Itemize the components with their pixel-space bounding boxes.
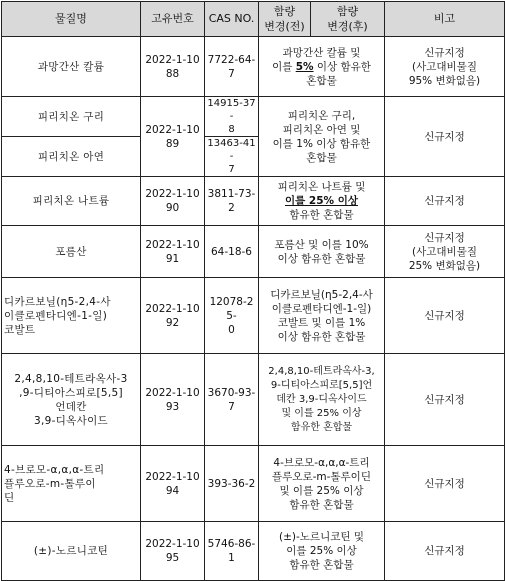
content-after <box>259 177 385 226</box>
header-content-change <box>259 2 385 37</box>
content-after: 포름산 및 이를 10% 이상 함유한 혼합물 <box>259 226 385 278</box>
content-after: 피리치온 구리, 피리치온 아연 및 이를 1% 이상 함유한 혼합물 <box>259 97 385 177</box>
cas-number: 12078-25- 0 <box>205 278 259 354</box>
unique-id: 2022-1-10 88 <box>141 37 205 97</box>
note: 신규지정 <box>385 97 505 177</box>
substance-name: 과망간산 칼륨 <box>2 37 141 97</box>
cas-number: 3811-73-2 <box>205 177 259 226</box>
unique-id: 2022-1-10 95 <box>141 522 205 581</box>
note: 신규지정 <box>385 278 505 354</box>
substance-name: 피리치온 나트륨 <box>2 177 141 226</box>
note: 신규지정 <box>385 177 505 226</box>
substance-name: 피리치온 아연 <box>2 137 141 177</box>
content-after: 2,4,8,10-테트라옥사-3, 9-디티아스피로[5,5]언 데칸 3,9-디옥사이드 및 이를 25% 이상 함유한 혼합물 <box>259 354 385 446</box>
cas-number: 393-36-2 <box>205 446 259 522</box>
content-text-rest: 함유한 혼합물 <box>289 209 354 221</box>
cas-number: 7722-64-7 <box>205 37 259 97</box>
header-note: 비고 <box>385 2 505 37</box>
substance-name: (±)-노르니코틴 <box>2 522 141 581</box>
note: 신규지정 (사고대비물질 95% 변화없음) <box>385 37 505 97</box>
table-row <box>2 522 505 581</box>
cas-number: 3670-93-7 <box>205 354 259 446</box>
unique-id: 2022-1-10 93 <box>141 354 205 446</box>
substance-table <box>1 1 505 581</box>
cas-number: 5746-86-1 <box>205 522 259 581</box>
header-substance-name: 물질명 <box>2 2 141 37</box>
table-row <box>2 97 505 137</box>
unique-id: 2022-1-10 94 <box>141 446 205 522</box>
note: 신규지정 <box>385 522 505 581</box>
substance-name: 피리치온 구리 <box>2 97 141 137</box>
cas-number: 64-18-6 <box>205 226 259 278</box>
content-underlined: 이를 25% 이상 <box>284 195 358 207</box>
substance-name: 4-브로모-α,α,α-트리 플루오로-m-톨루이 딘 <box>2 446 141 522</box>
header-unique-id: 고유번호 <box>141 2 205 37</box>
unique-id: 2022-1-10 92 <box>141 278 205 354</box>
content-after: (±)-노르니코틴 및 이를 25% 이상 함유한 혼합물 <box>259 522 385 581</box>
substance-name: 디카르보닐(η5-2,4-사 이클로펜타디엔-1-일) 코발트 <box>2 278 141 354</box>
header-content-before: 함량 변경(전) <box>259 2 311 36</box>
content-text: 피리치온 나트륨 및 <box>277 181 366 193</box>
note: 신규지정 <box>385 446 505 522</box>
table-row <box>2 354 505 446</box>
content-after: 디카르보닐(η5-2,4-사 이클로펜타디엔-1-일) 코발트 및 이를 1% 이상 함유한 혼합물 <box>259 278 385 354</box>
unique-id: 2022-1-10 90 <box>141 177 205 226</box>
content-after <box>259 37 385 97</box>
table-row <box>2 226 505 278</box>
substance-name: 2,4,8,10-테트라옥사-3 ,9-디티아스피로[5,5] 언데칸 3,9-디옥사이드 <box>2 354 141 446</box>
table-row <box>2 177 505 226</box>
note: 신규지정 (사고대비물질 25% 변화없음) <box>385 226 505 278</box>
content-text: 과망간산 칼륨 및 이를 <box>272 46 361 73</box>
content-after: 4-브로모-α,α,α-트리 플루오로-m-톨루이딘 및 이를 25% 이상 함유한 혼합물 <box>259 446 385 522</box>
table-row <box>2 278 505 354</box>
table-row <box>2 37 505 97</box>
unique-id: 2022-1-10 89 <box>141 97 205 177</box>
cas-number: 14915-37- 8 <box>205 97 259 137</box>
header-cas-no: CAS NO. <box>205 2 259 37</box>
cas-number: 13463-41- 7 <box>205 137 259 177</box>
table-row <box>2 446 505 522</box>
substance-name: 포름산 <box>2 226 141 278</box>
note: 신규지정 <box>385 354 505 446</box>
content-text-rest: 이상 함유한 혼합물 <box>306 60 371 87</box>
table-header-row <box>2 2 505 37</box>
header-content-after: 함량 변경(후) <box>327 5 368 33</box>
unique-id: 2022-1-10 91 <box>141 226 205 278</box>
content-underlined: 5% <box>295 60 314 73</box>
